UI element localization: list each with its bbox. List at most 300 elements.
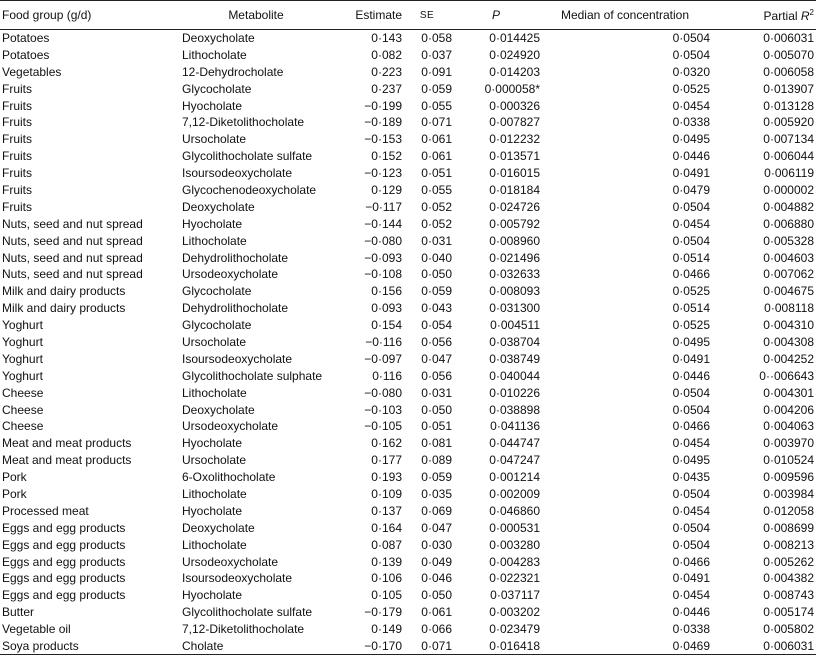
estimate-cell: 0·105	[371, 588, 402, 603]
partial-r2-cell: 0·006058	[763, 64, 814, 79]
table-row	[0, 350, 816, 367]
food-group-cell: Pork	[2, 470, 27, 485]
se-cell: 0·056	[421, 334, 452, 349]
p-value-cell: 0·001214	[489, 470, 540, 485]
median-cell: 0·0525	[672, 318, 710, 333]
table-row	[0, 452, 816, 469]
se-cell: 0·054	[421, 318, 452, 333]
header-partial-r2	[710, 1, 816, 30]
median-cell: 0·0454	[672, 503, 710, 518]
estimate-cell: 0·137	[371, 503, 402, 518]
metabolite-cell: Glycolithocholate sulfate	[182, 605, 313, 620]
table-row	[0, 502, 816, 519]
metabolite-cell: Ursocholate	[182, 132, 247, 147]
partial-r2-cell: 0··006643	[759, 368, 814, 383]
se-cell: 0·059	[421, 284, 452, 299]
p-value-cell: 0·047247	[489, 453, 540, 468]
p-value-cell: 0·004511	[490, 318, 540, 333]
median-cell: 0·0454	[672, 436, 710, 451]
header-partial-r2-letter: R	[800, 8, 810, 23]
food-group-cell: Yoghurt	[2, 351, 43, 366]
partial-r2-cell: 0·008743	[763, 588, 814, 603]
median-cell: 0·0466	[672, 554, 710, 569]
median-cell: 0·0504	[672, 199, 710, 214]
table-row	[0, 114, 816, 131]
estimate-cell: −0·080	[364, 385, 402, 400]
metabolite-cell: Hyocholate	[182, 98, 243, 113]
median-cell: 0·0454	[672, 216, 710, 231]
metabolite-cell: Ursocholate	[182, 453, 247, 468]
food-group-cell: Nuts, seed and nut spread	[2, 233, 143, 248]
estimate-cell: 0·093	[371, 301, 402, 316]
median-cell: 0·0495	[672, 453, 710, 468]
food-group-cell: Processed meat	[2, 503, 89, 518]
table-row	[0, 638, 816, 655]
metabolite-cell: 7,12-Diketolithocholate	[182, 115, 305, 130]
p-value-cell: 0·000326	[489, 98, 540, 113]
food-group-cell: Nuts, seed and nut spread	[2, 250, 143, 265]
table-row	[0, 367, 816, 384]
metabolite-cell: Cholate	[182, 638, 224, 653]
table-row	[0, 604, 816, 621]
food-group-cell: Eggs and egg products	[2, 537, 126, 552]
table-row	[0, 486, 816, 503]
partial-r2-cell: 0·006031	[763, 638, 814, 653]
estimate-cell: −0·097	[364, 351, 402, 366]
median-cell: 0·0446	[672, 149, 710, 164]
estimate-cell: 0·139	[371, 554, 402, 569]
metabolite-cell: Glycolithocholate sulphate	[182, 368, 323, 383]
estimate-cell: −0·093	[364, 250, 402, 265]
p-value-cell: 0·038704	[489, 334, 540, 349]
metabolite-cell: Hyocholate	[182, 588, 243, 603]
metabolite-cell: Ursodeoxycholate	[182, 554, 279, 569]
table-row	[0, 334, 816, 351]
se-cell: 0·050	[421, 267, 452, 282]
p-value-cell: 0·040044	[489, 368, 540, 383]
metabolite-cell: Dehydrolithocholate	[182, 301, 289, 316]
p-value-cell: 0·016015	[489, 166, 540, 181]
metabolite-cell: 7,12-Diketolithocholate	[182, 622, 305, 637]
table-row	[0, 570, 816, 587]
partial-r2-cell: 0·006880	[763, 216, 814, 231]
se-cell: 0·040	[421, 250, 452, 265]
estimate-cell: 0·237	[371, 81, 402, 96]
estimate-cell: 0·193	[371, 470, 402, 485]
median-cell: 0·0504	[672, 233, 710, 248]
p-value-cell: 0·005792	[489, 216, 540, 231]
table-row	[0, 401, 816, 418]
median-cell: 0·0446	[672, 368, 710, 383]
partial-r2-cell: 0·003984	[763, 486, 814, 501]
p-value-cell: 0·000058*	[484, 81, 540, 96]
median-cell: 0·0514	[672, 301, 710, 316]
se-cell: 0·050	[421, 588, 452, 603]
median-cell: 0·0491	[672, 351, 710, 366]
partial-r2-cell: 0·007062	[763, 267, 814, 282]
table-row	[0, 46, 816, 63]
metabolite-cell: Lithocholate	[182, 47, 247, 62]
food-group-cell: Cheese	[2, 402, 44, 417]
median-cell: 0·0454	[672, 98, 710, 113]
food-group-cell: Yoghurt	[2, 318, 43, 333]
p-value-cell: 0·018184	[489, 182, 540, 197]
partial-r2-cell: 0·007134	[763, 132, 814, 147]
median-cell: 0·0514	[672, 250, 710, 265]
se-cell: 0·066	[421, 622, 452, 637]
table-row	[0, 536, 816, 553]
estimate-cell: 0·164	[371, 520, 402, 535]
partial-r2-cell: 0·008213	[763, 537, 814, 552]
food-group-cell: Yoghurt	[2, 334, 43, 349]
se-cell: 0·058	[421, 31, 452, 46]
food-group-cell: Meat and meat products	[2, 453, 132, 468]
partial-r2-cell: 0·003970	[763, 436, 814, 451]
se-cell: 0·031	[421, 385, 452, 400]
se-cell: 0·047	[421, 520, 452, 535]
median-cell: 0·0504	[672, 31, 710, 46]
food-group-cell: Fruits	[2, 182, 32, 197]
table-row	[0, 148, 816, 165]
partial-r2-cell: 0·006031	[763, 31, 814, 46]
se-cell: 0·037	[421, 47, 452, 62]
metabolite-cell: Deoxycholate	[182, 31, 255, 46]
table-row	[0, 587, 816, 604]
metabolite-cell: Glycocholate	[182, 284, 252, 299]
se-cell: 0·061	[421, 605, 452, 620]
table-row	[0, 131, 816, 148]
p-value-cell: 0·038898	[489, 402, 540, 417]
food-group-cell: Fruits	[2, 81, 32, 96]
header-estimate: Estimate	[355, 8, 402, 22]
metabolite-cell: Lithocholate	[182, 385, 247, 400]
table-row	[0, 232, 816, 249]
estimate-cell: 0·177	[371, 453, 402, 468]
estimate-cell: 0·129	[371, 182, 402, 197]
median-cell: 0·0338	[672, 115, 710, 130]
partial-r2-cell: 0·006044	[763, 149, 814, 164]
metabolite-cell: Hyocholate	[182, 503, 243, 518]
median-cell: 0·0435	[672, 470, 710, 485]
partial-r2-cell: 0·004675	[763, 284, 814, 299]
food-group-cell: Eggs and egg products	[2, 520, 126, 535]
food-group-cell: Fruits	[2, 132, 32, 147]
table-row	[0, 300, 816, 317]
partial-r2-cell: 0·004252	[763, 351, 814, 366]
metabolite-cell: 12-Dehydrocholate	[182, 64, 284, 79]
food-group-cell: Fruits	[2, 149, 32, 164]
food-group-cell: Potatoes	[2, 31, 50, 46]
table-row	[0, 283, 816, 300]
partial-r2-cell: 0·004882	[763, 199, 814, 214]
partial-r2-cell: 0·004310	[763, 318, 814, 333]
metabolite-cell: Isoursodeoxycholate	[182, 166, 293, 181]
p-value-cell: 0·023479	[489, 622, 540, 637]
p-value-cell: 0·008960	[489, 233, 540, 248]
p-value-cell: 0·032633	[489, 267, 540, 282]
table-row	[0, 30, 816, 47]
metabolite-cell: Deoxycholate	[182, 402, 255, 417]
p-value-cell: 0·031300	[489, 301, 540, 316]
se-cell: 0·059	[421, 470, 452, 485]
header-food-group: Food group (g/d)	[2, 8, 92, 22]
table-row	[0, 63, 816, 80]
metabolite-cell: Hyocholate	[182, 216, 243, 231]
estimate-cell: 0·143	[371, 31, 402, 46]
food-group-cell: Milk and dairy products	[2, 301, 126, 316]
se-cell: 0·056	[421, 368, 452, 383]
partial-r2-cell: 0·012058	[763, 503, 814, 518]
food-group-cell: Vegetables	[2, 64, 62, 79]
se-cell: 0·051	[421, 166, 452, 181]
p-value-cell: 0·007827	[489, 115, 540, 130]
p-value-cell: 0·004283	[489, 554, 540, 569]
median-cell: 0·0504	[672, 402, 710, 417]
p-value-cell: 0·021496	[489, 250, 540, 265]
food-group-cell: Eggs and egg products	[2, 571, 126, 586]
partial-r2-cell: 0·005262	[763, 554, 814, 569]
food-group-cell: Fruits	[2, 166, 32, 181]
food-group-cell: Fruits	[2, 98, 32, 113]
partial-r2-cell: 0·004308	[763, 334, 814, 349]
metabolite-cell: Glycolithocholate sulfate	[182, 149, 313, 164]
table-row	[0, 384, 816, 401]
se-cell: 0·030	[421, 537, 452, 552]
p-value-cell: 0·014425	[489, 31, 540, 46]
partial-r2-cell: 0·006119	[764, 166, 814, 181]
header-se: SE	[419, 9, 435, 21]
food-group-cell: Potatoes	[2, 47, 50, 62]
partial-r2-cell: 0·004603	[763, 250, 814, 265]
median-cell: 0·0491	[672, 166, 710, 181]
header-partial-r2-sup: 2	[809, 7, 814, 17]
partial-r2-cell: 0·008699	[763, 520, 814, 535]
estimate-cell: −0·170	[364, 638, 402, 653]
table-row	[0, 198, 816, 215]
food-group-cell: Vegetable oil	[2, 622, 71, 637]
food-group-cell: Eggs and egg products	[2, 554, 126, 569]
partial-r2-cell: 0·005920	[763, 115, 814, 130]
partial-r2-cell: 0·004301	[763, 385, 814, 400]
estimate-cell: 0·106	[371, 571, 402, 586]
estimate-cell: 0·082	[371, 47, 402, 62]
se-cell: 0·035	[421, 486, 452, 501]
estimate-cell: 0·156	[371, 284, 402, 299]
metabolite-cell: Isoursodeoxycholate	[182, 571, 293, 586]
metabolite-cell: 6-Oxolithocholate	[182, 470, 276, 485]
median-cell: 0·0504	[672, 537, 710, 552]
p-value-cell: 0·038749	[489, 351, 540, 366]
partial-r2-cell: 0·009596	[763, 470, 814, 485]
partial-r2-cell: 0·005174	[763, 605, 814, 620]
metabolite-cell: Lithocholate	[182, 233, 247, 248]
table-row	[0, 519, 816, 536]
median-cell: 0·0504	[672, 520, 710, 535]
food-group-cell: Nuts, seed and nut spread	[2, 267, 143, 282]
median-cell: 0·0320	[672, 64, 710, 79]
p-value-cell: 0·000531	[489, 520, 540, 535]
p-value-cell: 0·003202	[489, 605, 540, 620]
median-cell: 0·0495	[672, 132, 710, 147]
se-cell: 0·069	[421, 503, 452, 518]
estimate-cell: −0·123	[364, 166, 402, 181]
header-p: P	[491, 8, 500, 22]
se-cell: 0·071	[421, 638, 452, 653]
estimate-cell: −0·116	[365, 334, 402, 349]
median-cell: 0·0495	[672, 334, 710, 349]
partial-r2-cell: 0·013907	[763, 81, 814, 96]
se-cell: 0·059	[421, 81, 452, 96]
estimate-cell: 0·149	[371, 622, 402, 637]
median-cell: 0·0504	[672, 47, 710, 62]
food-group-cell: Milk and dairy products	[2, 284, 126, 299]
header-partial-r2-prefix: Partial	[763, 8, 801, 23]
food-group-cell: Cheese	[2, 419, 44, 434]
median-cell: 0·0479	[672, 182, 710, 197]
se-cell: 0·055	[421, 98, 452, 113]
partial-r2-cell: 0·005802	[763, 622, 814, 637]
partial-r2-cell: 0·000002	[763, 182, 814, 197]
p-value-cell: 0·014203	[489, 64, 540, 79]
estimate-cell: −0·103	[364, 402, 402, 417]
estimate-cell: −0·108	[364, 267, 402, 282]
estimate-cell: 0·087	[371, 537, 402, 552]
metabolite-cell: Ursocholate	[182, 334, 247, 349]
median-cell: 0·0338	[672, 622, 710, 637]
p-value-cell: 0·013571	[489, 149, 540, 164]
se-cell: 0·046	[421, 571, 452, 586]
p-value-cell: 0·046860	[489, 503, 540, 518]
estimate-cell: 0·116	[372, 368, 402, 383]
metabolite-cell: Hyocholate	[182, 436, 243, 451]
se-cell: 0·049	[421, 554, 452, 569]
metabolite-cell: Lithocholate	[182, 486, 247, 501]
food-group-cell: Cheese	[2, 385, 44, 400]
p-value-cell: 0·002009	[489, 486, 540, 501]
metabolite-cell: Glycochenodeoxycholate	[182, 182, 317, 197]
se-cell: 0·051	[421, 419, 452, 434]
header-median: Median of concentration	[560, 8, 690, 22]
table-row	[0, 215, 816, 232]
food-group-cell: Eggs and egg products	[2, 588, 126, 603]
partial-r2-cell: 0·004206	[763, 402, 814, 417]
metabolite-cell: Isoursodeoxycholate	[182, 351, 293, 366]
table-row	[0, 266, 816, 283]
median-cell: 0·0446	[672, 605, 710, 620]
p-value-cell: 0·016418	[489, 638, 540, 653]
metabolite-cell: Glycocholate	[182, 81, 252, 96]
se-cell: 0·047	[421, 351, 452, 366]
estimate-cell: −0·153	[364, 132, 402, 147]
se-cell: 0·055	[421, 182, 452, 197]
estimate-cell: −0·080	[364, 233, 402, 248]
estimate-cell: 0·109	[371, 486, 402, 501]
median-cell: 0·0525	[672, 284, 710, 299]
table-header-row	[0, 1, 816, 30]
estimate-cell: −0·144	[364, 216, 402, 231]
partial-r2-cell: 0·008118	[764, 301, 814, 316]
food-group-cell: Soya products	[2, 638, 79, 653]
se-cell: 0·071	[421, 115, 452, 130]
table-row	[0, 182, 816, 199]
p-value-cell: 0·024726	[489, 199, 540, 214]
p-value-cell: 0·022321	[489, 571, 540, 586]
food-group-cell: Meat and meat products	[2, 436, 132, 451]
median-cell: 0·0466	[672, 267, 710, 282]
estimate-cell: −0·189	[364, 115, 402, 130]
median-cell: 0·0469	[672, 638, 710, 653]
p-value-cell: 0·008093	[489, 284, 540, 299]
table-row	[0, 418, 816, 435]
estimate-cell: −0·105	[364, 419, 402, 434]
table-row	[0, 80, 816, 97]
p-value-cell: 0·041136	[490, 419, 540, 434]
metabolite-cell: Ursodeoxycholate	[182, 419, 279, 434]
metabolite-cell: Lithocholate	[182, 537, 247, 552]
table-body	[0, 30, 816, 655]
table-row	[0, 249, 816, 266]
food-group-cell: Butter	[2, 605, 35, 620]
se-cell: 0·031	[421, 233, 452, 248]
metabolite-cell: Dehydrolithocholate	[182, 250, 289, 265]
median-cell: 0·0504	[672, 486, 710, 501]
estimate-cell: 0·223	[371, 64, 402, 79]
p-value-cell: 0·037117	[490, 588, 540, 603]
metabolite-cell: Glycocholate	[182, 318, 252, 333]
se-cell: 0·081	[421, 436, 452, 451]
p-value-cell: 0·044747	[489, 436, 540, 451]
estimate-cell: −0·117	[365, 199, 402, 214]
median-cell: 0·0454	[672, 588, 710, 603]
estimate-cell: 0·162	[371, 436, 402, 451]
se-cell: 0·052	[421, 216, 452, 231]
se-cell: 0·052	[421, 199, 452, 214]
se-cell: 0·043	[421, 301, 452, 316]
header-metabolite: Metabolite	[228, 8, 284, 22]
se-cell: 0·091	[421, 64, 452, 79]
table-row	[0, 553, 816, 570]
table-row	[0, 621, 816, 638]
table-row	[0, 317, 816, 334]
p-value-cell: 0·012232	[489, 132, 540, 147]
se-cell: 0·061	[421, 132, 452, 147]
se-cell: 0·089	[421, 453, 452, 468]
partial-r2-cell: 0·013128	[763, 98, 814, 113]
median-cell: 0·0504	[672, 385, 710, 400]
food-group-cell: Fruits	[2, 199, 32, 214]
food-group-cell: Nuts, seed and nut spread	[2, 216, 143, 231]
partial-r2-cell: 0·005070	[763, 47, 814, 62]
estimate-cell: −0·199	[364, 98, 402, 113]
food-group-cell: Pork	[2, 486, 27, 501]
estimate-cell: 0·154	[371, 318, 402, 333]
partial-r2-cell: 0·004063	[763, 419, 814, 434]
table-row	[0, 97, 816, 114]
partial-r2-cell: 0·005328	[763, 233, 814, 248]
estimate-cell: −0·179	[364, 605, 402, 620]
metabolite-cell: Deoxycholate	[182, 199, 255, 214]
metabolite-cell: Deoxycholate	[182, 520, 255, 535]
median-cell: 0·0525	[672, 81, 710, 96]
partial-r2-cell: 0·010524	[763, 453, 814, 468]
table-row	[0, 469, 816, 486]
food-group-cell: Fruits	[2, 115, 32, 130]
estimate-cell: 0·152	[371, 149, 402, 164]
median-cell: 0·0491	[672, 571, 710, 586]
se-cell: 0·050	[421, 402, 452, 417]
se-cell: 0·061	[421, 149, 452, 164]
table-row	[0, 435, 816, 452]
